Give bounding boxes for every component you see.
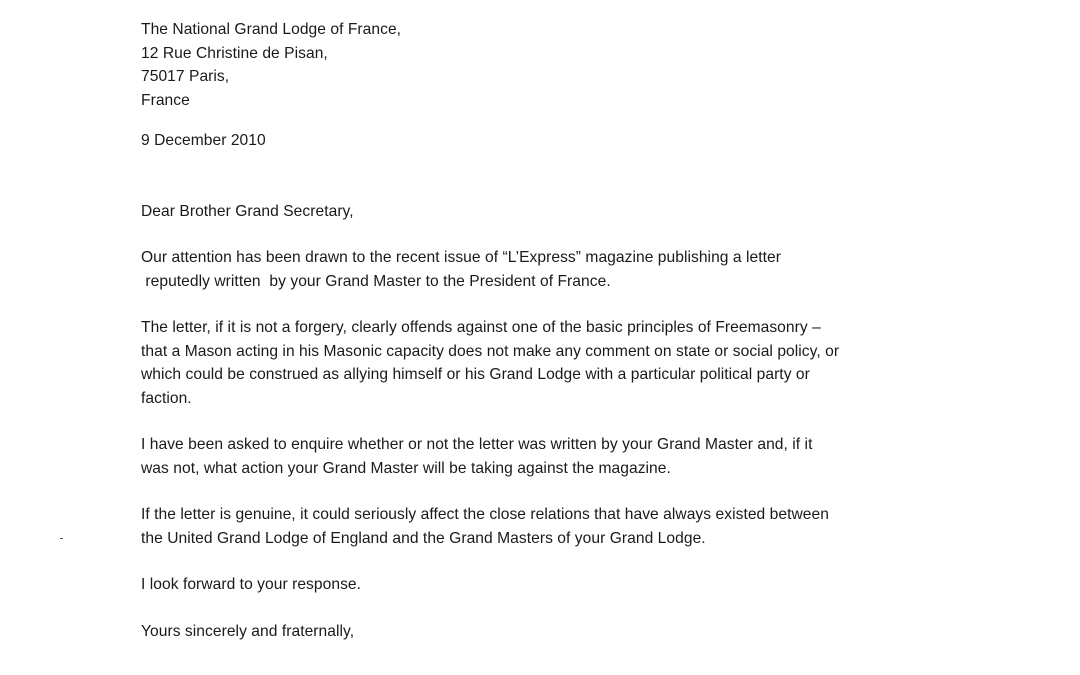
scan-mark [60,538,63,539]
paragraph-line: Our attention has been drawn to the recent issue of “L’Express” magazine publishing a letter [141,249,781,266]
paragraph-line: faction. [141,389,192,407]
letter-body [141,18,1041,643]
paragraph-line: The letter, if it is not a forgery, clearly offends against one of the basic principles of Freemasonry – [141,319,821,336]
paragraph [141,503,1041,550]
salutation: Dear Brother Grand Secretary, [141,202,354,220]
address-line: The National Grand Lodge of France, [141,21,402,38]
paragraph-line: which could be construed as allying himself or his Grand Lodge with a particular political party or [141,366,810,383]
paragraph-line: I look forward to your response. [141,576,362,593]
address-line: 12 Rue Christine de Pisan, [141,44,328,62]
letter-date: 9 December 2010 [141,132,266,149]
paragraph [141,573,1041,597]
closing-line: Yours sincerely and fraternally, [141,622,355,640]
address-line: 75017 Paris, [141,68,230,85]
paragraph [141,433,1041,480]
paragraph [141,316,1041,410]
paragraph-line: I have been asked to enquire whether or not the letter was written by your Grand Master and, if it [141,436,813,453]
paragraph-line: was not, what action your Grand Master will be taking against the magazine. [141,459,671,477]
paragraph-line: the United Grand Lodge of England and the Grand Masters of your Grand Lodge. [141,529,706,547]
paragraph-line: If the letter is genuine, it could seriously affect the close relations that have always existed between [141,506,829,523]
paragraph-line: that a Mason acting in his Masonic capacity does not make any comment on state or social policy, or [141,342,840,360]
address-line: France [141,91,190,109]
paragraph-line: reputedly written by your Grand Master to the President of France. [141,272,611,290]
recipient-address [141,18,1041,112]
paragraph [141,246,1041,293]
